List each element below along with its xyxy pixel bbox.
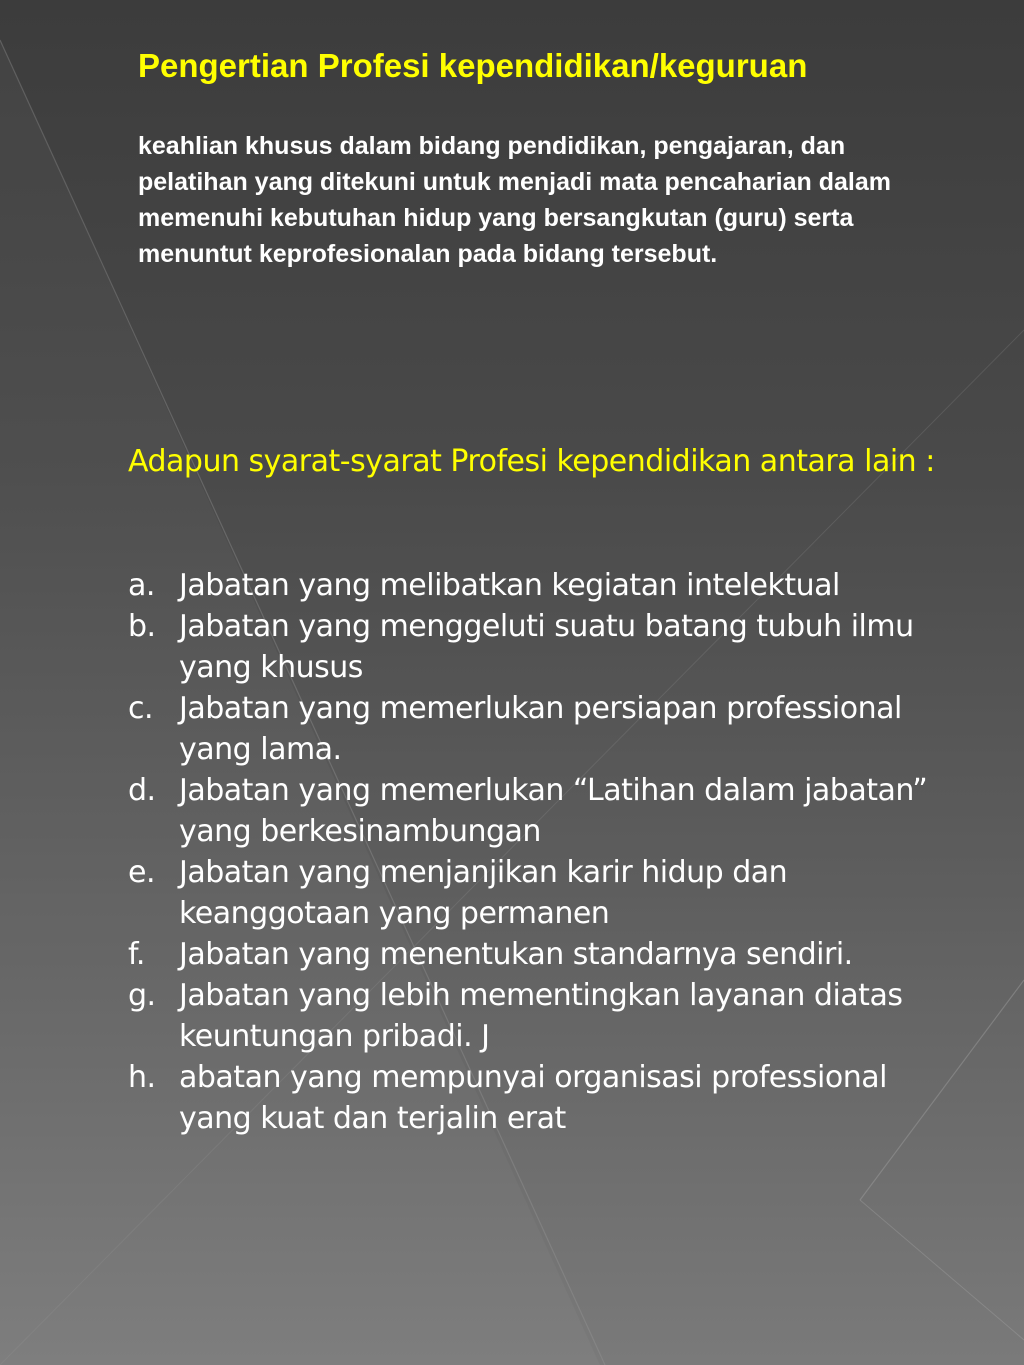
list-item-text: Jabatan yang menggeluti suatu batang tubuh ilmu yang khusus (179, 609, 914, 685)
list-marker: f. (128, 937, 145, 972)
list-marker: h. (128, 1060, 156, 1095)
background-diagonal-line (860, 1200, 1024, 1340)
list-item (128, 688, 968, 770)
list-item (128, 770, 968, 852)
definition-paragraph: keahlian khusus dalam bidang pendidikan, pengajaran, dan pelatihan yang ditekuni untuk menjadi mata pencaharian dalam memenuhi kebutuhan hidup yang bersangkutan (guru) serta menuntut keprofesionalan pada bidang tersebut. (138, 132, 891, 268)
requirements-intro: Adapun syarat-syarat Profesi kependidikan antara lain : (128, 444, 935, 479)
list-marker: a. (128, 568, 155, 603)
list-item (128, 1057, 968, 1139)
list-item-text: Jabatan yang melibatkan kegiatan intelektual (179, 568, 840, 603)
slide-title: Pengertian Profesi kependidikan/keguruan (138, 47, 808, 84)
list-item (128, 565, 968, 606)
list-item-text: Jabatan yang menentukan standarnya sendiri. (179, 937, 853, 972)
list-item (128, 975, 968, 1057)
list-item (128, 606, 968, 688)
list-item-text: abatan yang mempunyai organisasi professional yang kuat dan terjalin erat (179, 1060, 887, 1136)
list-marker: d. (128, 773, 156, 808)
list-marker: c. (128, 691, 154, 726)
list-item-text: Jabatan yang menjanjikan karir hidup dan keanggotaan yang permanen (179, 855, 788, 931)
list-item (128, 852, 968, 934)
list-item-text: Jabatan yang memerlukan “Latihan dalam jabatan” yang berkesinambungan (179, 773, 928, 849)
requirements-list (128, 565, 968, 1139)
list-item-text: Jabatan yang lebih mementingkan layanan diatas keuntungan pribadi. J (179, 978, 903, 1054)
list-marker: b. (128, 609, 156, 644)
list-marker: e. (128, 855, 155, 890)
list-item (128, 934, 968, 975)
list-marker: g. (128, 978, 156, 1013)
list-item-text: Jabatan yang memerlukan persiapan professional yang lama. (179, 691, 902, 767)
